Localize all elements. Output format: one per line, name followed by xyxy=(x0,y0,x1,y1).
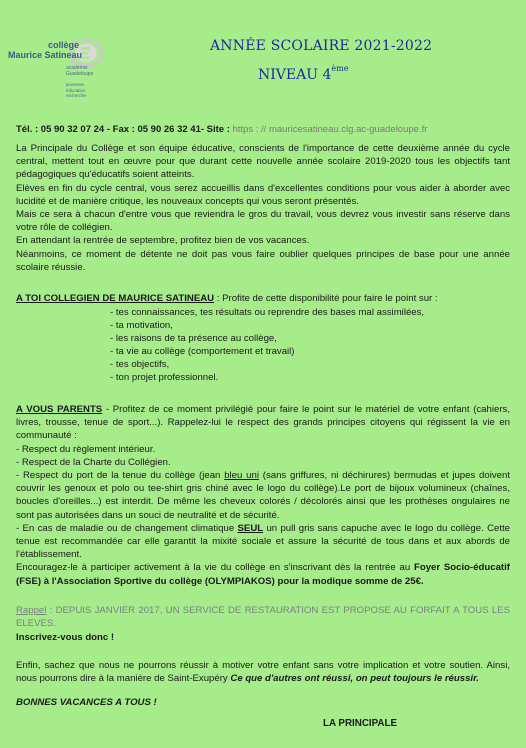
closing-wish: BONNES VACANCES A TOUS ! xyxy=(16,697,157,708)
list-item: - ta motivation, xyxy=(110,320,173,332)
logo-academy xyxy=(66,65,93,77)
list-item: - tes objectifs, xyxy=(110,359,170,371)
students-checklist xyxy=(110,306,424,385)
rappel-label: Rappel xyxy=(16,605,47,616)
rule-item xyxy=(16,522,510,562)
level-text: NIVEAU 4 xyxy=(258,67,332,83)
rule-item: - Respect de la Charte du Collégien. xyxy=(16,456,171,468)
signature: LA PRINCIPALE xyxy=(323,718,398,729)
list-item: - ton projet professionnel. xyxy=(110,372,219,384)
level-superscript: ème xyxy=(331,64,349,73)
contact-phone-fax: Tél. : 05 90 32 07 24 - Fax : 05 90 26 32 41- Site : xyxy=(16,124,233,135)
rappel-cta: Inscrivez-vous donc ! xyxy=(16,632,115,643)
rule-item: - Respect du règlement intérieur. xyxy=(16,443,156,455)
contact-line xyxy=(16,124,427,135)
college-logo xyxy=(8,38,100,102)
parents-heading: A VOUS PARENTS xyxy=(16,404,103,415)
rappel-text: : DEPUIS JANVIER 2017, UN SERVICE DE RESTAURATION EST PROPOSE AU FORFAIT A TOUS LES ELEVES. xyxy=(16,605,510,630)
rule-text: - En cas de maladie ou de changement climatique xyxy=(16,522,238,534)
students-lead: : Profite de cette disponibilité pour faire le point sur : xyxy=(214,293,438,304)
list-item: - tes connaissances, tes résultats ou reprendre des bases mal assimilées, xyxy=(110,307,425,318)
rule-text: Encouragez-le à participer activement à la vie du collège en s'inscrivant dès la rentrée au xyxy=(16,562,414,574)
fse-highlight: Foyer Socio-éducatif (FSE) à l'Association Sportive du collège (OLYMPIAKOS) pour la modique somme de 25€. xyxy=(16,562,510,587)
logo-academy-line: académie xyxy=(66,65,88,71)
page-title: ANNÉE SCOLAIRE 2021-2022 xyxy=(210,38,433,54)
rule-text: (sans griffures, ni déchirures) bermudas et jupes doivent couvrir les genoux et polo ou tee-shirt gris chiné avec le logo du collège).Le port de bijoux volumineux (chaînes, boucles d'oreilles...) est interdit. De même les cheveux colorés / décolorés ainsi que les prothèses ongulaires ne sont pas autorisées dans un souci de neutralité et de sécurité. xyxy=(16,470,510,521)
logo-academy-line: Guadeloupe xyxy=(66,71,94,77)
rule-text: un pull gris sans capuche avec le logo du collège. Cette tenue est recommandée car elle garantit la mixité sociale et assure la sécurité de tous dans et aux abords de l'établissement. xyxy=(16,522,511,561)
closing-paragraph xyxy=(16,659,510,685)
logo-school-name: Maurice Satineau xyxy=(8,50,83,60)
list-item: - les raisons de ta présence au collège, xyxy=(110,333,277,345)
parents-block xyxy=(16,403,510,588)
students-heading-line xyxy=(16,292,510,305)
logo-ministry xyxy=(66,82,86,99)
closing-quote: Ce que d'autres ont réussi, on peut toujours le réussir. xyxy=(230,673,479,685)
rule-item xyxy=(16,469,510,522)
parents-intro xyxy=(16,403,510,443)
students-heading: A TOI COLLEGIEN DE MAURICE SATINEAU xyxy=(16,293,215,304)
website-link[interactable]: https : // mauricesatineau.clg.ac-guadeloupe.fr xyxy=(232,124,428,135)
rappel-notice xyxy=(16,604,510,630)
intro-paragraph: Néanmoins, ce moment de détente ne doit pas vous faire oublier quelques principes de base pour une année scolaire réussie. xyxy=(16,248,510,273)
intro-block xyxy=(16,142,510,274)
closing-text: Enfin, sachez que nous ne pourrons réussir à motiver votre enfant sans votre implication et votre soutien. Ainsi, nous pourrons dire à la manière de Saint-Exupéry xyxy=(16,660,510,685)
list-item: - ta vie au collège (comportement et travail) xyxy=(110,346,295,358)
intro-paragraph: La Principale du Collège et son équipe éducative, conscients de l'importance de cette deuxième année du cycle central, mettent tout en œuvre pour que durant cette nouvelle année scolaire 2019-2020 tous les objectifs tant pédagogiques qu'éducatifs soient atteints. xyxy=(16,143,510,181)
level-title xyxy=(258,64,348,83)
rule-underlined: bleu uni xyxy=(224,470,259,482)
logo-ministry-line: recherche xyxy=(66,93,87,98)
intro-paragraph: En attendant la rentrée de septembre, profitez bien de vos vacances. xyxy=(16,235,310,247)
rule-underlined: SEUL xyxy=(237,522,264,534)
parents-lead: - Profitez de ce moment privilégié pour faire le point sur le matériel de votre enfant (cahiers, livres, trousse, tenue de sport...). Rappelez-lui le respect des grands principes citoyens qui régissent la vie en communauté : xyxy=(16,404,510,442)
rule-text: - Respect du port de la tenue du collège (jean xyxy=(16,470,225,482)
logo-ministry-line: jeunesse xyxy=(66,82,85,87)
logo-ministry-line: éducation xyxy=(66,87,86,93)
intro-paragraph: Elèves en fin du cycle central, vous serez accueillis dans d'excellentes conditions pour vous aider à aborder avec lucidité et de manière critique, les nouveaux concepts qui vous seront présentés. xyxy=(16,182,510,207)
intro-paragraph: Mais ce sera à chacun d'entre vous que reviendra le gros du travail, vous devrez vous investir sans réserve dans votre rôle de collégien. xyxy=(16,209,510,234)
logo-college-word: collège xyxy=(48,40,80,50)
rule-item xyxy=(16,561,510,587)
